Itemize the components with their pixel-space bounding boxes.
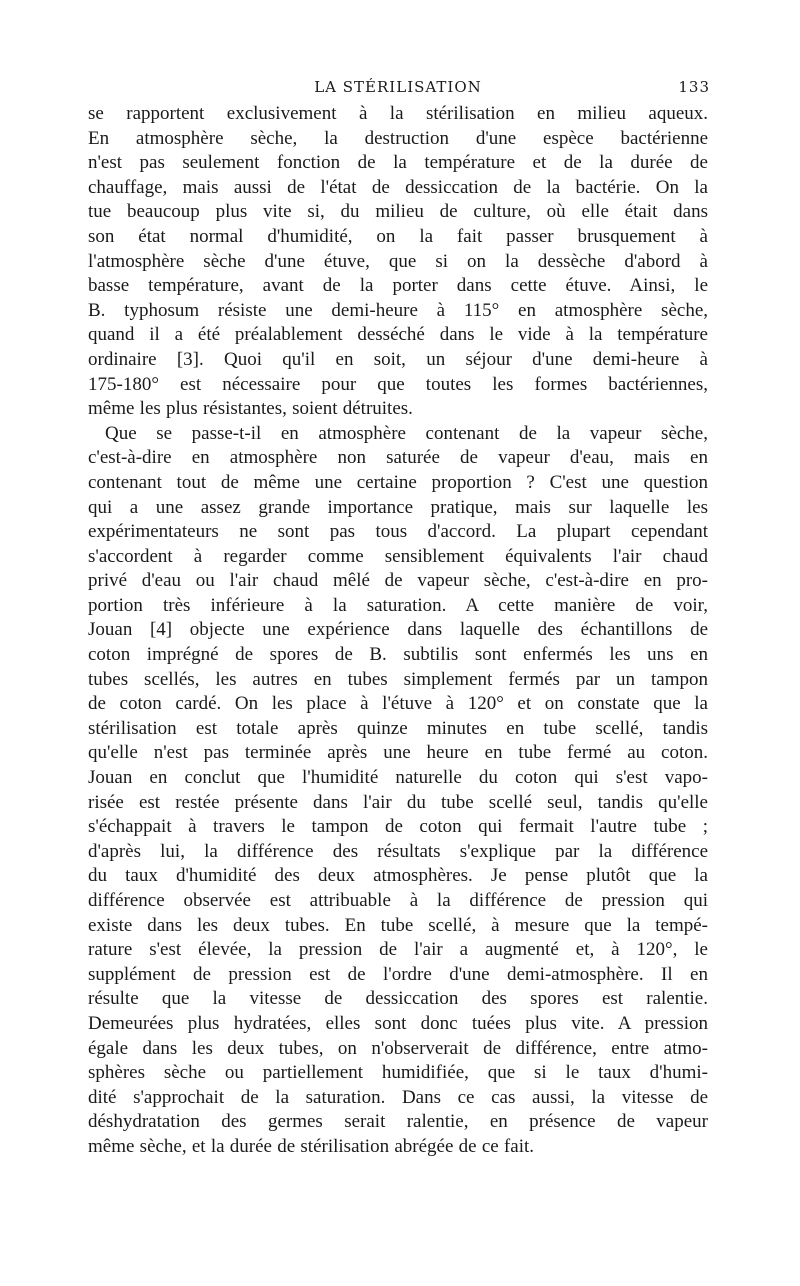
text-line: c'est-à-dire en atmosphère non saturée de vapeur d'eau, mais en <box>88 447 708 469</box>
text-line: expérimentateurs ne sont pas tous d'accord. La plupart cependant <box>88 521 708 543</box>
body-text <box>88 102 708 1160</box>
text-line: existe dans les deux tubes. En tube scellé, à mesure que la tempé- <box>88 914 708 936</box>
text-line: risée est restée présente dans l'air du tube scellé seul, tandis qu'elle <box>88 791 708 813</box>
text-line: Jouan en conclut que l'humidité naturelle du coton qui s'est vapo- <box>88 767 708 789</box>
text-line: égale dans les deux tubes, on n'observerait de différence, entre atmo- <box>88 1037 708 1059</box>
text-line: Que se passe-t-il en atmosphère contenant de la vapeur sèche, <box>105 422 708 444</box>
text-line: s'échappait à travers le tampon de coton qui fermait l'autre tube ; <box>88 816 708 838</box>
text-line: même les plus résistantes, soient détruites. <box>88 398 413 420</box>
text-line: tue beaucoup plus vite si, du milieu de culture, où elle était dans <box>88 201 708 223</box>
book-page <box>88 70 708 1160</box>
text-line: déshydratation des germes serait ralentie, en présence de vapeur <box>88 1111 708 1133</box>
text-line: l'atmosphère sèche d'une étuve, que si on la dessèche d'abord à <box>88 250 708 272</box>
text-line: d'après lui, la différence des résultats s'explique par la différence <box>88 840 708 862</box>
text-line: tubes scellés, les autres en tubes simplement fermés par un tampon <box>88 668 708 690</box>
text-line: s'accordent à regarder comme sensiblement équivalents l'air chaud <box>88 545 708 567</box>
text-line: son état normal d'humidité, on la fait passer brusquement à <box>88 225 708 247</box>
text-line: portion très inférieure à la saturation. A cette manière de voir, <box>88 594 708 616</box>
text-line: chauffage, mais aussi de l'état de dessiccation de la bactérie. On la <box>88 176 708 198</box>
chapter-title: LA STÉRILISATION <box>314 78 482 96</box>
page-number: 133 <box>678 78 710 96</box>
text-line: quand il a été préalablement desséché dans le vide à la température <box>88 324 708 346</box>
text-line: qui a une assez grande importance pratique, mais sur laquelle les <box>88 496 708 518</box>
text-line: ordinaire [3]. Quoi qu'il en soit, un séjour d'une demi-heure à <box>88 348 708 370</box>
paragraph-1 <box>88 102 708 422</box>
text-line: résulte que la vitesse de dessiccation des spores est ralentie. <box>88 988 708 1010</box>
text-line: coton imprégné de spores de B. subtilis sont enfermés les uns en <box>88 644 708 666</box>
text-line: 175-180° est nécessaire pour que toutes les formes bactériennes, <box>88 373 708 395</box>
text-line: rature s'est élevée, la pression de l'air a augmenté et, à 120°, le <box>88 939 708 961</box>
text-line: privé d'eau ou l'air chaud mêlé de vapeur sèche, c'est-à-dire en pro- <box>88 570 708 592</box>
text-line: basse température, avant de la porter dans cette étuve. Ainsi, le <box>88 275 708 297</box>
running-header <box>88 70 708 102</box>
text-line: se rapportent exclusivement à la stérilisation en milieu aqueux. <box>88 103 708 124</box>
text-line: différence observée est attribuable à la différence de pression qui <box>88 890 708 911</box>
text-line: du taux d'humidité des deux atmosphères. Je pense plutôt que la <box>88 865 708 887</box>
paragraph-2 <box>88 422 708 1160</box>
text-line: stérilisation est totale après quinze minutes en tube scellé, tandis <box>88 717 708 739</box>
text-line: B. typhosum résiste une demi-heure à 115° en atmosphère sèche, <box>88 299 708 321</box>
text-line: de coton cardé. On les place à l'étuve à 120° et on constate que la <box>88 693 708 715</box>
text-line: supplément de pression est de l'ordre d'une demi-atmosphère. Il en <box>88 963 708 985</box>
text-line: qu'elle n'est pas terminée après une heure en tube fermé au coton. <box>88 742 708 764</box>
text-line: En atmosphère sèche, la destruction d'une espèce bactérienne <box>88 127 708 149</box>
text-line: contenant tout de même une certaine proportion ? C'est une question <box>88 471 708 493</box>
text-line: Jouan [4] objecte une expérience dans laquelle des échantillons de <box>88 619 708 641</box>
text-line: Demeurées plus hydratées, elles sont donc tuées plus vite. A pression <box>88 1012 708 1034</box>
text-line: dité s'approchait de la saturation. Dans ce cas aussi, la vitesse de <box>88 1086 708 1108</box>
text-line: n'est pas seulement fonction de la température et de la durée de <box>88 152 708 174</box>
text-line: sphères sèche ou partiellement humidifiée, que si le taux d'humi- <box>88 1062 708 1084</box>
text-line: même sèche, et la durée de stérilisation abrégée de ce fait. <box>88 1135 534 1157</box>
